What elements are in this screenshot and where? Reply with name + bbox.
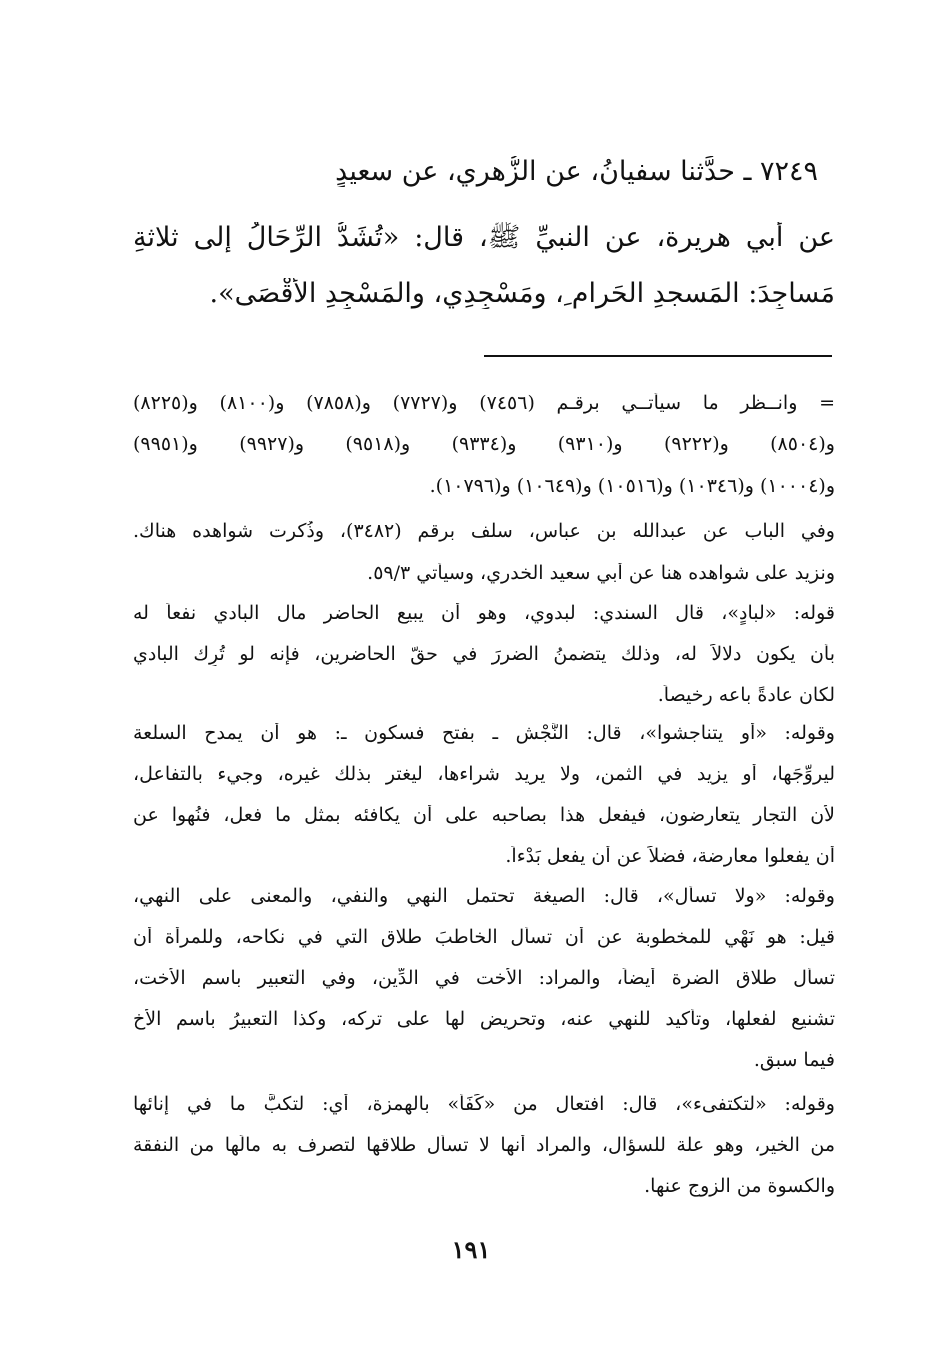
hadith-number-line: ٧٢٤٩ ـ حدَّثنا سفيانُ، عن الزُّهري، عن سعيدٍ: [335, 156, 818, 187]
hadith-text-line: عن أبي هريرة، عن النبيِّ ﷺ، قال: «تُشَدُّ الرِّحَالُ إلى ثلاثةِ: [133, 222, 835, 253]
footnote-line: والكسوة من الزوج عنها.: [644, 1176, 835, 1197]
footnote-line: وقوله: «لتكتفىء»، قال: افتعال من «كَفَأ» بالهمزة، أي: لتكبَّ ما في إنائها: [133, 1094, 835, 1115]
footnote-line: قوله: «لبادٍ»، قال السندي: لبدوي، وهو أن يبيع الحاضر مال البادي نفعاً له: [133, 603, 835, 624]
footnote-line: فيما سبق.: [753, 1050, 835, 1071]
footnote-line: = وانــظر ما سيأتــي برقـم (٧٤٥٦) و(٧٧٢٧) و(٧٨٥٨) و(٨١٠٠) و(٨٢٢٥): [133, 393, 835, 414]
footnote-line: ليروِّجَها، أو يزيد في الثمن، ولا يريد شراءها، ليغتر بذلك غيره، وجيء بالتفاعل،: [133, 764, 835, 785]
footnote-line: تشنيع لفعلها، وتأكيد للنهي عنه، وتحريض لها على تركه، وكذا التعبيرُ باسم الأخ: [133, 1009, 835, 1030]
footnote-line: أن يفعلوا معارضة، فضلاً عن أن يفعل بَدْءاً.: [505, 846, 835, 867]
footnote-divider: [484, 355, 832, 357]
footnote-line: وفي الباب عن عبدالله بن عباس، سلف برقم (٣٤٨٢)، وذُكرت شواهده هناك.: [133, 521, 835, 542]
footnote-line: و(٨٥٠٤) و(٩٢٢٢) و(٩٣١٠) و(٩٣٣٤) و(٩٥١٨) و(٩٩٢٧) و(٩٩٥١): [133, 434, 835, 455]
footnote-line: من الخير، وهو علة للسؤال، والمراد أنها لا تسأل طلاقها لتصرف به مالَها من النفقة: [133, 1135, 835, 1156]
footnote-line: بأن يكون دلالاً له، وذلك يتضمنُ الضررَ في حقّ الحاضرين، فإنه لو تُرِك البادي: [133, 644, 835, 665]
footnote-line: قيل: هو نَهْي للمخطوبة عن أن تسأل الخاطبَ طلاق التي في نكاحه، وللمرأة أن: [133, 927, 835, 948]
footnote-line: وقوله: «أو يتناجشوا»، قال: النَّجْش ـ بفتح فسكون ـ: هو أن يمدح السلعة: [133, 723, 835, 744]
footnote-line: لأن التجار يتعارضون، فيفعل هذا بصاحبه على أن يكافئه بمثل ما فعل، فنُهوا عن: [133, 805, 835, 826]
footnote-line: وقوله: «ولا تسأل»، قال: الصيغة تحتمل النهي والنفي، والمعنى على النهي،: [133, 886, 835, 907]
footnote-line: لكان عادةً باعه رخيصاً.: [657, 685, 835, 706]
footnote-line: ونزيد على شواهده هنا عن أبي سعيد الخدري، وسيأتي ٥٩/٣.: [367, 563, 835, 584]
footnote-line: تسأل طلاق الضرة أيضاً، والمراد: الأخت في الدِّين، وفي التعبير باسم الأخت،: [133, 968, 835, 989]
hadith-text-line: مَساجِدَ: المَسجدِ الحَرام ِ، ومَسْجِدِي، والمَسْجِدِ الأَقْصَى».: [209, 278, 835, 309]
page-number: ١٩١: [451, 1235, 491, 1264]
footnote-line: و(١٠٠٠٤) و(١٠٣٤٦) و(١٠٥١٦) و(١٠٦٤٩) و(١٠٧٩٦).: [429, 476, 835, 497]
